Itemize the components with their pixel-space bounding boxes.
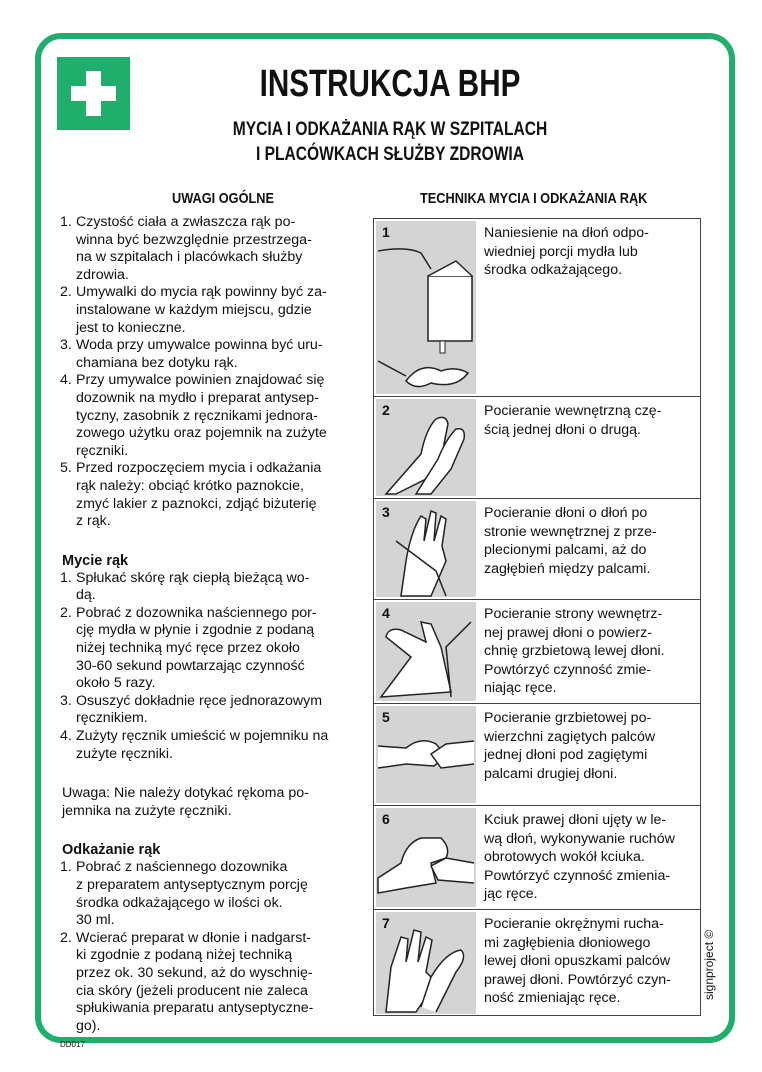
step-illustration: 5 <box>376 706 476 803</box>
subtitle-line-2: I PLACÓWKACH SŁUŻBY ZDROWIA <box>255 144 525 165</box>
technique-table <box>373 218 701 1016</box>
step-illustration: 6 <box>376 808 476 907</box>
subtitle-line-1: MYCIA I ODKAŻANIA RĄK W SZPITALACH <box>232 119 548 140</box>
list-item: 3. Osuszyć dokładnie ręce jednorazowym ręcznikiem. <box>60 692 323 727</box>
palm-to-palm-hands-icon <box>376 399 476 496</box>
step-text: Naniesienie na dłoń odpo- wiedniej porcji mydła lub środka odkażającego. <box>484 225 649 278</box>
step-illustration: 7 <box>376 912 476 1014</box>
interlocked-fingers-icon <box>376 706 476 803</box>
list-item: 4. Zużyty ręcznik umieścić w pojemniku na zużyte ręczniki. <box>60 728 329 762</box>
list-item: 2. Umywalki do mycia rąk powinny być za- instalowane w każdym miejscu, gdzie jest to konieczne. <box>60 284 327 336</box>
general-remarks-list <box>60 214 360 531</box>
list-item: 3. Woda przy umywalce powinna być uru- chamiana bez dotyku rąk. <box>60 337 323 371</box>
left-column <box>60 214 360 1035</box>
step-row <box>374 397 700 499</box>
soap-dispenser-hands-icon <box>376 221 476 394</box>
technique-heading: TECHNIKA MYCIA I ODKAŻANIA RĄK <box>420 190 648 207</box>
step-text: Pocieranie dłoni o dłoń po stronie wewnętrznej z prze- plecionymi palcami, aż do zagłębień między palcami. <box>484 505 657 577</box>
step-text: Pocieranie strony wewnętrz- nej prawej dłoni o powierz- chnię grzbietową lewej dłoni. Powtórzyć czynność zmie- niając ręce. <box>484 606 665 696</box>
step-row <box>374 806 700 910</box>
step-text: Pocieranie wewnętrzną czę- ścią jednej dłoni o drugą. <box>484 403 662 438</box>
step-illustration: 2 <box>376 399 476 496</box>
step-row <box>374 910 700 1016</box>
list-item: 4. Przy umywalce powinien znajdować się dozownik na mydło i preparat antysep- tyczny, zasobnik z ręcznikami jednora- zowego użytku oraz pojemnik na zużyte ręczniki. <box>60 372 327 459</box>
fingertips-on-palm-icon <box>376 912 476 1014</box>
page-subtitle <box>193 117 587 167</box>
step-text: Pocieranie okrężnymi rucha- mi zagłębienia dłoniowego lewej dłoni opuszkami palców prawej dłoni. Powtórzyć czyn- ność zmieniając ręce. <box>484 916 671 1006</box>
back-of-hand-icon <box>376 602 476 701</box>
step-illustration: 3 <box>376 501 476 597</box>
step-row <box>374 600 700 704</box>
interlaced-fingers-icon <box>376 501 476 597</box>
disinfection-heading: Odkażanie rąk <box>62 842 161 859</box>
page-title: INSTRUKCJA BHP <box>259 63 521 105</box>
first-aid-cross-icon <box>57 57 130 130</box>
list-item: 1. Pobrać z naściennego dozownika z preparatem antyseptycznym porcję środka odkażającego w ilości ok. 30 ml. <box>60 859 308 929</box>
warning-note: Uwaga: Nie należy dotykać rękoma po- jemnika na zużyte ręczniki. <box>62 785 309 819</box>
step-text: Kciuk prawej dłoni ujęty w le- wą dłoń, wykonywanie ruchów obrotowych wokół kciuka. Powtórzyć czynność zmienia- jąc ręce. <box>484 812 675 902</box>
list-item: 2. Pobrać z dozownika naściennego por- cję mydła w płynie i zgodnie z podaną niżej techniką myć ręce przez około 30-60 sekund powtarzając czynność około 5 razy. <box>60 604 317 692</box>
disinfection-list <box>60 859 360 1035</box>
list-item: 1. Spłukać skórę rąk ciepłą bieżącą wo- dą. <box>60 569 310 604</box>
step-row <box>374 219 700 397</box>
washing-heading: Mycie rąk <box>62 552 129 569</box>
washing-list <box>60 570 360 764</box>
general-remarks-heading: UWAGI OGÓLNE <box>172 190 274 207</box>
brand-mark: signproject © <box>702 929 716 1000</box>
product-code: DD017 <box>60 1040 85 1049</box>
list-item: 1. Czystość ciała a zwłaszcza rąk po- winna być bezwzględnie przestrzega- na w szpitalach i placówkach służby zdrowia. <box>60 214 312 283</box>
step-row <box>374 704 700 806</box>
step-illustration: 4 <box>376 602 476 701</box>
step-illustration: 1 <box>376 221 476 394</box>
list-item: 5. Przed rozpoczęciem mycia i odkażania rąk należy: obciąć krótko paznokcie, zmyć lakier z paznokci, zdjąć biżuterię z rąk. <box>60 460 322 530</box>
step-row <box>374 499 700 600</box>
thumb-rotation-icon <box>376 808 476 907</box>
step-text: Pocieranie grzbietowej po- wierzchni zagiętych palców jednej dłoni pod zagiętymi palcami drugiej dłoni. <box>484 710 656 782</box>
list-item: 2. Wcierać preparat w dłonie i nadgarst- ki zgodnie z podaną niżej techniką przez ok. 30 sekund, aż do wyschnię- cia skóry (jeżeli producent nie zaleca spłukiwania preparatu antyseptyczne- go). <box>60 929 314 1034</box>
